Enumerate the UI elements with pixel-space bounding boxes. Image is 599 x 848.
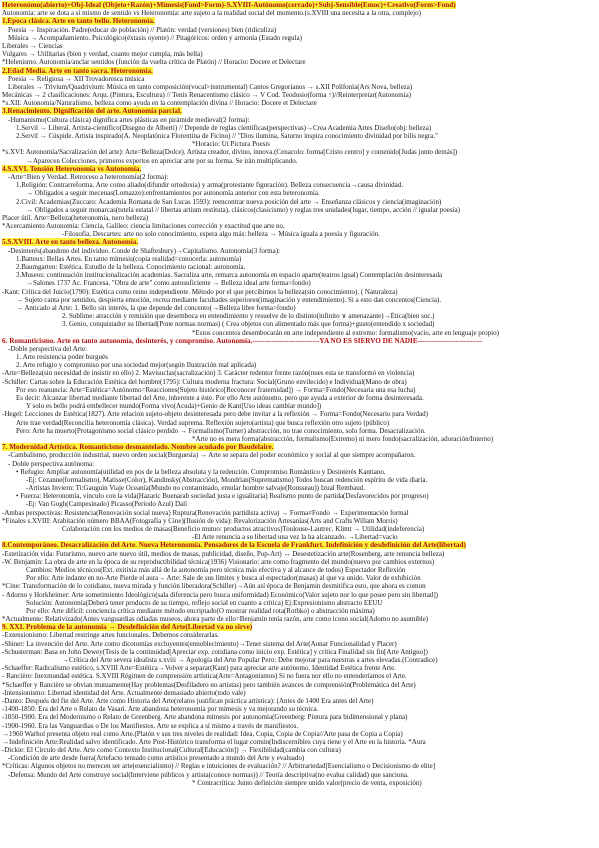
line-text: 9. XXI. Problema de la autonomía → Desdefinición del Arte(Libertad va no sirve) — [2, 623, 253, 632]
line-text: 2.Civil: Academias(Zuccaro: Academia Romana de San Lucas 1593): reencontrar nueva posición del arte → Enseñanza clásicos y ciencia(imaginación) — [16, 197, 442, 206]
line-text: *Helenismo. Autonomía/anclar sentidos (función da vuelta crítica de Platón) // Horacio: Docere et Delectare — [2, 58, 306, 67]
text-line — [2, 198, 593, 206]
text-line — [2, 509, 593, 517]
text-line — [2, 353, 593, 361]
text-line — [2, 83, 593, 91]
line-text: - Doble perspectiva autónoma: — [8, 459, 95, 468]
text-line — [2, 296, 593, 304]
text-line — [2, 689, 593, 697]
line-text: Pero: Arte ha muerto(Protagonismo social clásico perdido → Formalismo(Turner) abstracción, no trae conocimiento, solo forma. Desacralización. — [16, 426, 426, 435]
line-text: -Desinterés(abandono del individuo. Conde de Shaftesbury)→Capitalismo. Autonomía(3 forma): — [8, 246, 280, 255]
text-line — [2, 566, 593, 574]
line-text: Cambios: Medios técnicos(Ext. exitixia más allá de la autonomía pero técnica más efectiva y al alcance de todos) Espectador Reflexión — [26, 565, 406, 574]
section-heading — [2, 337, 593, 345]
text-line — [2, 50, 593, 58]
line-text: -Humanismo(Cultura clásica) dignifica artes plásticas en pirámide medieval(2 forma): — [8, 115, 250, 124]
line-text: -Condición de arte desde fuera(Artefacto tensado como artístico presentado a mundo del Arte y evaluado) — [8, 754, 305, 763]
line-text: - Adorno y Horkheimer: Arte sometimiento Ideológico(sala diferencia pero busca uniformidad) Económico(Valor sujeto nor lo que posee pero sin libertad]) — [2, 590, 439, 599]
text-line — [2, 746, 593, 754]
line-text: -Intensionismo: Libertad identidad del Arte. Actualmente demasiado abierto(todo vale) — [2, 688, 246, 697]
line-text: -Arte=Bien y Verdad. Retroceso a heteronomía(2 forma): — [8, 172, 169, 181]
text-line — [2, 255, 593, 263]
line-text: *Estos concentos desembocarán en arte independiente al extremo: formalismo(vacío, arte en lenguaje propio) — [192, 328, 499, 337]
line-text: Autonomía: arte se dota a sí mismo de sentido vs Heteronomía: arte sujeto a la realidad social del momento.(s.XVIII una necesita a la otra, complejo) — [2, 9, 421, 18]
line-text: *Cine: Transformación de lo cotidiano, nueva mirada y función liberadora(Schiller)→Aún así época de Benjamin desmitifica esto, que ahora es comun — [2, 582, 426, 591]
line-text: -Ej: Cezanne(formalismo), Matisse(Color), Kandinsky(Abstracción), Mondrian(Suprematismo) Todos buscan redención espíritu de vida diaria. — [26, 475, 428, 484]
line-text: -Ambas perspectivas: Resistencia(Renovación social nueva) Ruptura(Renovación partidista activa) → Forma≠Fondo → Experimentación formal — [2, 508, 409, 517]
line-text: Colaboración con los medios de masas(Beneficio mutuo: productos atractivos)Toulouse-Lautrec. Klimt → Utilidad(indeferencia) — [62, 525, 425, 533]
line-text: → Sujeto canta por sentidos, despierta emoción, recrea mediante facultades superiores(imaginación y entendimiento). Si a esto dan concentos(Ciencia). — [16, 295, 442, 304]
text-line — [2, 91, 593, 99]
line-text: -Schaeffer: Radicalismo estético, s.XVIII Arte=Estética→Volver a separar(Kant) para apreciar arte autónomo. Identidad Estética frente Arte. — [2, 664, 396, 673]
line-text: Por ello: Arte índante en no-Arte Pierde el aura→ Arte: Sale de sus límites y busca al espectador(masas) al que va unido. Valor de exhibición — [26, 574, 421, 583]
text-line — [2, 533, 593, 541]
text-line — [2, 140, 593, 148]
line-text: -Filosofía, Descartes: arte no solo conocimiento, espera algo más: belleza → Música iguala a poesía y figuración. — [62, 230, 380, 239]
line-text: Solución: Autonomía(Deberá tener producto de su tiempo, reflejo social en cuanto a crítica) Ej:Expresionismo abstracto EEUU — [26, 598, 383, 607]
line-text: *Acercamiento Autonomía: Ciencia, Galileo: ciencia limitaciones corrección y exactitud que arte no. — [2, 222, 285, 231]
line-text: Música → Acompañamiento. Psicológico(éxtasis oyente) // Pitagóricos: orden y armonía (Estado regula) — [8, 33, 302, 42]
line-text: → Obligados a seguir monarcas(tutela estatal // libertas artium restituta), clásicos(clasicismo) y reglas tres unidades(lugar, tiempo, acción // igualar poesía) — [26, 205, 460, 214]
text-line — [2, 599, 593, 607]
text-line — [2, 58, 593, 66]
line-text: 3. Genio, conquistador su libertad(Pone normas normas) ( Crea objetos con alimentado más que forma)+gusto(entendido x sociedad) — [62, 320, 435, 329]
line-text: Vulgares → Utilitarias (bien y verdad, cuanto mejor cumpla, más bella) — [2, 50, 203, 59]
section-heading — [2, 17, 593, 25]
line-text: *s.XVI: Autonomía/Sacralización del arte): Arte=Belleza(Dolce). Artista creador, divino, innova.(Cenacolo: forma[Cristo centro] y contenido[Judas junto demás]) — [2, 148, 458, 157]
line-text: -Estetización vida: Futurismo, nuevo arte nuevo útil, medios de masas, publicidad, diseño, Pop-Art) ↔ Desestetización arte(Rosenberg, arte renuncia belleza) — [2, 549, 445, 558]
line-text: Por eso reanuncia: Arte=Estética=Autónomo=Reacciones(Sujeto histórico[Reconocer fraternidad]) → Forma=Fondo(Necesaria una esa lucha) — [16, 385, 416, 394]
text-line — [2, 664, 593, 672]
line-text: → Anticado al Arte: 1. Bello sin interés, la que depende del concento(→Belleza libre forma>fondo) — [16, 303, 296, 312]
line-text: 5.S.XVIII. Arte en tanto belleza. Autonomía. — [2, 238, 139, 247]
line-text: -Extensionismo: Libertad restringe artes funcionales. Debemos considerarlas. — [2, 631, 219, 640]
text-line — [2, 263, 593, 271]
line-text: Heteronómo(abierto)+Obj-Ideal (Objeto+Razón)+Mímesis(Fond>Form)-S.XVIII-Autónomo(cerrado)+Subj-Sensible(Emoc)+Creativo(Form>Fond) — [2, 1, 456, 9]
text-line — [2, 124, 593, 132]
line-text: *Finales s.XVIII: Arabitación número BBAA(Fotografía y Cine)(Ilusión de vida): Revalorización Artesanías(Arts and Crafts Willam Morris) — [2, 516, 398, 525]
text-line — [2, 574, 593, 582]
line-text: -Ej: Van Gogh(Campesinado) Picasso(Periodo Azul) Dalí — [26, 500, 188, 509]
text-line — [2, 378, 593, 386]
line-text: Poesía → Religiosa → XII Trovadoresca música — [8, 74, 145, 83]
line-text: -1900-1960. Era las Vanguardias o De los Manifiestos. Arte se explica a sí mismo a través de manifiestos. — [2, 721, 299, 730]
text-line — [2, 648, 593, 656]
text-line — [2, 631, 593, 639]
line-text: Placer útil. Arte=Belleza(heteronomía, nero belleza) — [2, 213, 149, 222]
text-line — [2, 26, 593, 34]
text-line — [2, 730, 593, 738]
text-line — [2, 451, 593, 459]
text-line — [2, 345, 593, 353]
text-line — [2, 247, 593, 255]
text-line — [2, 157, 593, 165]
line-text: -Dickie: El Círculo del Arte. Arte como Contexto Institucional(Cultural[Educación]) → Flexibilidad(cambia con cultura) — [2, 746, 341, 755]
line-text: • Fuerza: Heteronomía, vinculo con la vida(Hazaric Buenarab sociedad justa e igualitaria) Realismo punto de partida(Desfavorecidos por progreso) — [16, 492, 429, 501]
text-line — [2, 116, 593, 124]
line-text: -W. Benjamin: La obra de arte en la época de su reproductibilidad técnica(1936) Visionario: arte como fragmento del mundo(nuevo por cambios externos) — [2, 557, 435, 566]
line-text: -Doble perspectiva del Arte: — [8, 344, 88, 353]
line-text: -Hegel: Lecciones de Estética(1827). Arte relacion sujeto-objeto desinteresada pero debe invitar a la reflexión → Forma=Fondo(Necesario para Verdad) — [2, 410, 428, 419]
line-text: * Contracrítica: Junto definición siempre unido valor(precio de venta, exposición) — [192, 778, 422, 787]
line-text: 2.Edad Media. Arte en tanto sacra. Heteronomía. — [2, 66, 153, 75]
text-line — [2, 492, 593, 500]
line-text: -Artistas Inviern: Ti:Gauguin Viaje Oceanía(Mundo no contaminado, emular hombre salvaje(Rousseau)) Izual Rembaud. — [26, 484, 366, 493]
line-text: -Schiller: Cartas sobre la Educación Estética del hombre(1795): Cultura moderna fractura: Social(Gruno envilecido) e Individual(Mano de obra) — [2, 377, 407, 386]
line-text: 4.S.XVI. Tensión Heteronomía vs Autonomía. — [2, 164, 142, 173]
line-text: 7. Modernidad Artística. Romanticismo desmantelado. Nombre acuñado por Baudelaire. — [2, 443, 274, 452]
section-heading — [2, 623, 593, 631]
line-text: Liberales → Trivium/Quadrivium: Música en tanto composición(vocal>instrumental) Cantos Gregorianos → s.XII Polifonía(Ars Nova, belleza) — [8, 82, 413, 91]
line-text: →1960 Warhol presenta objeto real como Arte.(Platón v sus tres niveles de realidad: Idea, Copia, Copia de Copia//Arte pasa de Copia a Copia) — [2, 729, 403, 738]
text-line — [2, 99, 593, 107]
line-text: 2. Arte refugio y compromiso por una sociedad mejor(según Ilustración mal aplicada) — [16, 361, 257, 370]
line-text: -1850-1900. Era del Modernismo o Relato de Greenberg. Arte abandona mímesis por autonomía(Greenberg: Pintura para bidimensional y plana) — [2, 713, 408, 722]
line-text: 3.Renacimiento. Dignificación del arte. Autonomía parcial. — [2, 107, 182, 116]
line-text: 1.Batteux: Bellas Artes. En tanto mímesis(copia realidad=conocerla: autonomía) — [16, 254, 242, 263]
line-text: *s.XII: Autonomía/Naturalismo, belleza como ayuda en la contemplación divina // Horacio: Docere et Delectare — [2, 99, 317, 108]
text-line — [2, 460, 593, 468]
text-line — [2, 681, 593, 689]
line-text: -Defensa: Mundo del Arte construye social(Interviene públicos y artista(conoce normas)) // Teoría descriptiva(no evalua calidad) que sanciona. — [8, 770, 409, 779]
line-text: *Arte no es mera forma(abstracción, formalismo(Extremo) ni mero fondo(sacralización, adoración/Interno) — [192, 434, 494, 443]
text-line — [2, 329, 593, 337]
text-line — [2, 435, 593, 443]
text-line — [2, 369, 593, 377]
text-line — [2, 672, 593, 680]
line-text: *Actualmente: Relativizado(Antes vanguardias odiadas museos, ahora parte de ello=Benjamín tenía razón, arte como icono social(Adorno no asumible) — [2, 615, 429, 624]
line-text: →Aparecen Colecciones, primeros expertos en apreciar arte por su forma. Se irán multiplicando. — [26, 156, 298, 165]
section-heading — [2, 107, 593, 115]
text-line — [2, 615, 593, 623]
text-line — [2, 640, 593, 648]
line-text: *Schaeffer y Rancière se obvian mutuamente(Hay problemas(Desfiladero no artistas) pero también avances de comprensión(Problemática del Arte) — [2, 680, 416, 689]
line-text: Y solo es bello podrá embellecer mundo(Forma vivo(Acuda)+Genio de Kant[Uso ideas cambiar mundo]) — [26, 402, 322, 411]
text-line — [2, 173, 593, 181]
line-text: Es decir: Alcanzar libertad mediante libertad del Arte, inherente a éste. Por ello Arte autónomo, pero que ayuda a exterior de forma desinteresada. — [16, 394, 424, 402]
line-text: *Críticas: Algunos objetos no merecen ser arte(esencialismo) // Reglas e intuiciones de evaluación? // Arbitrariedad[Esencialismo o Decisionismo de elite] — [2, 762, 436, 771]
line-text: 1.Servil → Liberal. Artista-científico(Disegno de Alberti) // Depende de reglas científicas(perspectivas)→Crea Academia Artes Diseño(obj: belleza) — [16, 123, 432, 132]
text-line — [2, 697, 593, 705]
text-line — [2, 427, 593, 435]
line-text: -Kant: Crítica del Juicio(1790): Estética como reino independiente. Método por el que percibimos la belleza(sin conocimiento). ( Naturaleza) — [2, 287, 398, 296]
line-text: 2. Sublime: atracción y remisión que desemboca en entendimiento y resuelve de lo distinto(infinito ∨ amenazante)→Ética(bien soc.) — [62, 312, 435, 321]
line-text: -Cambalismo, producción industrial, nuevo orden social(Burguesía) → Arte se separa del poder económico y social al que siempre acompañaron. — [8, 451, 416, 460]
line-text: Por ello: Arte difícil: conciencia crítica mediante método encriptado(O mostrar realidad rota(Rothko) o abstracción máxima) — [26, 606, 375, 615]
text-line — [2, 419, 593, 427]
text-line — [2, 132, 593, 140]
text-line — [2, 607, 593, 615]
line-text: 3.Museos: continuación institucionalización academias. Sacraliza arte, remarca autonomía en espacio aparte(teatros igual) Contemplación desinteresada — [16, 271, 443, 280]
line-text: →Salones 1737 Ac. Francesa. "Obra de arte" como autosuficiente → Belleza ideal arte forma>fondo) — [26, 279, 311, 288]
line-text: -Arte=Belleza(sin necesidad de insistir en ello) 2. Mavisuclas(sacralización) 3. Carácter redentor frente razón(nues esta se transformó en violencia) — [2, 369, 415, 378]
text-line — [2, 468, 593, 476]
text-line — [2, 525, 593, 533]
line-text: 1. Arte resistencia poder burgués — [16, 353, 108, 362]
text-line — [2, 271, 593, 279]
line-text: 2.Baumgarten: Estética. Estudio de la belleza. Conocimiento racional: autonomía. — [16, 263, 246, 271]
text-line — [2, 713, 593, 721]
text-line — [2, 75, 593, 83]
text-line — [2, 42, 593, 50]
text-line — [2, 558, 593, 566]
text-line — [2, 279, 593, 287]
text-line — [2, 779, 593, 787]
line-text: 8.Contemporáneo. Desacralización del Arte. Nueva Heteronomía. Pensadores de la Escuela de Frankfurt. Indefinición y desdefinición del Arte(libertad) — [2, 541, 466, 550]
text-line — [2, 34, 593, 42]
line-text: 1.Época clásica. Arte en tanto bello. Heteronomía. — [2, 17, 155, 26]
section-heading — [2, 443, 593, 451]
section-heading — [2, 541, 593, 549]
text-line — [2, 705, 593, 713]
line-text: Mecánicas → 2 clasificaciones: Arqu. (Pintura, Escultura) // Tenis Renacentismo clásico → V Cod. Teodosio(forma ↑)//Reinterpretar(Autonomía) — [2, 91, 412, 100]
line-text: *Horacio: Ut Pictura Poesis — [192, 140, 270, 149]
line-text: - Rancière: Inexmundad estética. S.XVIII Régimen de comprensión artística(Arte=Antagonismos) Si no fuera nor ello no entenderíamos el Arte. — [2, 672, 407, 681]
line-text: Liberales → Ciencias — [2, 41, 63, 50]
line-text: -Schusterman: Basa en John Dewey(Tesis de la continuidad[Apreciar exp. cotidiana como inicio exp. Estética] y crítica Finalidad sin fin[Arte Antiguo]) — [2, 647, 428, 656]
section-heading — [2, 1, 593, 9]
text-line — [2, 582, 593, 590]
text-line — [2, 206, 593, 214]
text-line — [2, 148, 593, 156]
line-text: -1400-1850. Era del Arte o Relato de Vasari. Arte abandona heteronomía por mímesis y va mejorando su técnica. — [2, 705, 319, 714]
line-text: → Obligados a seguir mecenas(Lomazzo):enfrentamientos por autonomía anterior con esta heteronomía. — [26, 189, 320, 198]
line-text: 2.Servil → Cúspide. Artista inspirado(A. Neoplatónica Florentina de Ficino) // "Dios ilumina, Saturno inspira conocimiento divinidad por bilis negra." — [16, 132, 438, 140]
text-line — [2, 591, 593, 599]
text-line — [2, 771, 593, 779]
text-line — [2, 189, 593, 197]
line-text: Poesía → Inspiración. Padre(educar de población) // Platón: verdad (versiones) bien (ridiculiza) — [8, 25, 277, 34]
text-line — [2, 181, 593, 189]
line-text: Arte trae verdad(Reconcilia heteronomía clásica). Verdad suprema. Reflexión sujeto(artista) que busca reflexión otro sujeto (público) — [16, 418, 390, 427]
text-line — [2, 402, 593, 410]
text-line — [2, 312, 593, 320]
line-text: →Crítica del Arte severa idealista s.xviii → Apología del Arte Popular Pero: Debe mejorar para nuestras a artes elevadas.(Contradice) — [62, 656, 438, 664]
text-line — [2, 230, 593, 238]
text-line — [2, 500, 593, 508]
text-line — [2, 656, 593, 664]
line-text: -Shiner: La invención del Arte. Arte como dicotomías excluyentes(ennoblecimiento)→Tener sistema del Arte(Aunar Funcionalidad y Placer) — [2, 639, 397, 648]
text-line — [2, 361, 593, 369]
line-text: 1.Religión: Contrarreforma. Arte como aliado(difundir ortodoxia) y arma(protestante figuración). Belleza consecuencia→causa divinidad. — [16, 181, 403, 190]
text-line — [2, 9, 593, 17]
text-line — [2, 762, 593, 770]
text-line — [2, 722, 593, 730]
text-line — [2, 484, 593, 492]
text-line — [2, 410, 593, 418]
line-text: →Indefinición Arte:Realidad salvo identificado. Arte Post-Histórico transforma el lugar común(Indiscernibles cuya tiene y el Arte en la historia. *Aura — [2, 737, 426, 746]
text-line — [2, 214, 593, 222]
text-line — [2, 288, 593, 296]
section-heading — [2, 165, 593, 173]
line-text: -El Arte renuncia a su libertad una vez la ha alcanzado. →Libertad=vacío — [192, 533, 398, 542]
text-line — [2, 738, 593, 746]
line-text: 6. Romanticismo. Arte en tanto autonomía, desinterés, y compromiso. Autonomía.----------------------------YA NO ES SIERVO DE NADIE--------------------------- — [2, 336, 483, 345]
text-line — [2, 320, 593, 328]
text-line — [2, 304, 593, 312]
line-text: -Danto: Después del fin del Arte. Arte como Historia del Arte(relatos justifican práctica artística): (Antes de 1400 Era antes del Arte) — [2, 696, 374, 705]
section-heading — [2, 238, 593, 246]
text-line — [2, 394, 593, 402]
text-line — [2, 550, 593, 558]
text-line — [2, 754, 593, 762]
line-text: • Refugio: Ampliar autonomía(utilidad en pos de la belleza absoluta y la redención. Compromiso Romántico y Desinterés Kantiano. — [16, 467, 386, 476]
section-heading — [2, 67, 593, 75]
text-line — [2, 517, 593, 525]
text-line — [2, 386, 593, 394]
text-line — [2, 476, 593, 484]
text-line — [2, 222, 593, 230]
